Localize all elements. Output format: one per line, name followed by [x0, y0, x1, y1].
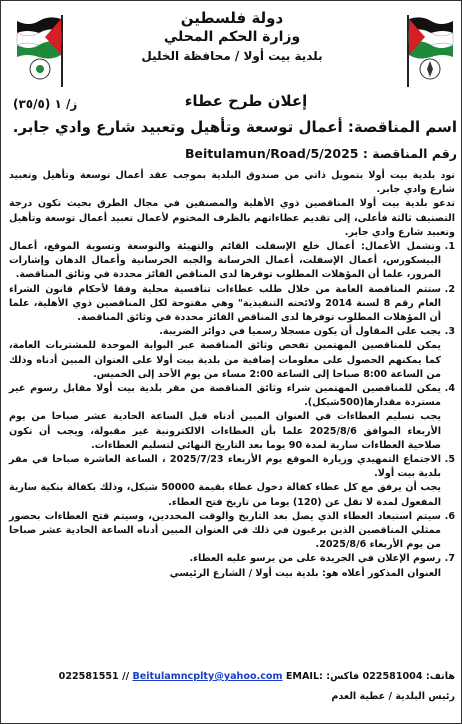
header-municipality: بلدية بيت أولا / محافظة الخليل	[141, 49, 323, 63]
item-text: ستتم المناقصة العامة من خلال طلب عطاءات تنافسية محلية وفقا لأحكام قانون الشراء العام رقم 8 لسنة 2014 ولائحته التنفيذية" وهي مفتوحة لكل المناقصين ذوي الأهلية، علما أن المؤهلات المطلوب توفرها لدى المناقص الفائز محددة في وثائق المناقصة.	[9, 283, 441, 324]
item-number: 4.	[444, 383, 455, 395]
item-text: سيتم استبعاد العطاء الذي يصل بعد التاريخ والوقت المحددين، وسيتم فتح العطاءات بحضور ممثلي المناقصين الذين يرغبون في ذلك في العنوان المبين أدناه الساعة الحادية عشر صباحا من يوم الأربعاء 2025/8/6.	[9, 510, 441, 551]
phone-number: 022581004	[362, 671, 423, 682]
item-text: الاجتماع التمهيدي وزيارة الموقع يوم الأربعاء 2025/7/23 ، الساعة العاشرة صباحا في مقر بلدية بيت أولا.	[9, 454, 441, 480]
email-label: EMAIL:	[285, 671, 323, 682]
list-item	[9, 240, 455, 283]
tender-number: Beitulamun/Road/5/2025	[185, 146, 359, 161]
announcement-title: إعلان طرح عطاء	[184, 92, 308, 110]
palestine-flag-icon	[405, 13, 455, 87]
item-text: العنوان المذكور أعلاه هو: بلدية بيت أولا / الشارع الرئيسي	[169, 567, 441, 579]
contact-line: هاتف: 022581004 فاكس: 022581551 // Beitulamncplty@yahoo.com EMAIL:	[58, 671, 455, 682]
item-text: يمكن للمناقصين المهتمين تفحص وثائق المناقصة عبر البوابة الموحدة للمشتريات العامة، كما يمكنهم الحصول على معلومات إضافية من بلدية بيت أولا على العنوان المبين أدناه وذلك من الساعة 8:00 صباحا إلى الساعة 2:00 مساء من يوم الأحد إلى الخميس.	[9, 340, 441, 380]
intro-paragraph: تود بلدية بيت أولا بتمويل ذاتي من صندوق البلدية بموجب عقد أعمال توسعة وتأهيل وتعبيد شارع وادي جابر.	[9, 170, 455, 196]
list-item	[9, 382, 455, 410]
item-text: يجب تسليم العطاءات في العنوان المبين أدناه قبل الساعة الحادية عشر صباحا من يوم الأربعاء الموافق 2025/8/6 علما بأن العطاءات الالكترونية غير مقبولة، ويجب أن تكون صلاحية العطاءات سارية لمدة 90 يوما بعد التاريخ النهائي لتسليم العطاءات.	[9, 411, 441, 451]
item-number: 5.	[444, 454, 455, 466]
item-number: 2.	[444, 283, 455, 295]
list-item	[9, 283, 455, 326]
item-number: 7.	[444, 553, 455, 565]
item-number: 3.	[444, 326, 455, 338]
announcement-body	[9, 169, 455, 581]
list-item	[9, 453, 455, 481]
municipality-logo-icon	[15, 13, 65, 87]
signature: رئيس البلدية / عطية العدم	[331, 691, 455, 702]
fax-number: 022581551	[58, 671, 119, 682]
item-text: يجب أن يرفق مع كل عطاء كفالة دخول عطاء بقيمة 50000 شيكل، وذلك بكفالة بنكية سارية المفعول لمدة لا تقل عن (120) يوما من تاريخ فتح العطاء.	[9, 482, 441, 508]
header-state: دولة فلسطين	[180, 9, 284, 27]
list-item	[9, 481, 455, 509]
item-number: 1.	[444, 241, 455, 253]
header	[1, 1, 462, 93]
fax-label: فاكس:	[326, 671, 360, 682]
list-item	[9, 552, 455, 566]
list-item	[9, 410, 455, 453]
item-text: يمكن للمناقصين المهتمين شراء وثائق المناقصة من مقر بلدية بيت أولا مقابل رسوم غير مستردة مقدارها(500شيكل).	[9, 383, 441, 409]
phone-label: هاتف:	[425, 671, 455, 682]
item-text: رسوم الإعلان في الجريدة على من يرسو عليه العطاء.	[189, 553, 441, 565]
item-text: وتشمل الأعمال: أعمال خلع الإسفلت القائم والتهيئة والتوسعة وتسوية الموقع، أعمال البيسكورس، أعمال الإسفلت، أعمال الخرسانة والجبه الخرسانية وأعمال الدهان وإشارات المرور، علما أن المؤهلات المطلوب توفرها لدى المناقص الفائز محددة في وثائق المناقصة.	[9, 241, 441, 281]
list-item	[9, 567, 455, 581]
list-item	[9, 510, 455, 553]
list-item	[9, 325, 455, 339]
tender-number-line	[7, 145, 457, 163]
reference-number: ز/ ١ (٣٥/٥)	[13, 97, 78, 111]
list-item	[9, 339, 455, 382]
email-link[interactable]: Beitulamncplty@yahoo.com	[132, 671, 283, 682]
header-ministry: وزارة الحكم المحلي	[163, 29, 301, 45]
item-text: يجب على المقاول أن يكون مسجلا رسميا في دوائر الضريبة.	[159, 326, 441, 338]
tender-number-label: رقم المناقصة :	[362, 146, 457, 161]
tender-name: اسم المناقصة: أعمال توسعة وتأهيل وتعبيد شارع وادي جابر.	[12, 118, 457, 136]
intro-paragraph: تدعو بلدية بيت أولا المناقصين ذوي الأهلية والمصنفين في مجال الطرق بحيث تكون درجة التصنيف ثالثة فأعلى، إلى تقديم عطاءاتهم بالظرف المختوم لأعمال تعبيد أعمال توسعة وتأهيل وتعبيد شارع وادي جابر.	[9, 198, 455, 238]
item-number: 6.	[444, 510, 455, 522]
